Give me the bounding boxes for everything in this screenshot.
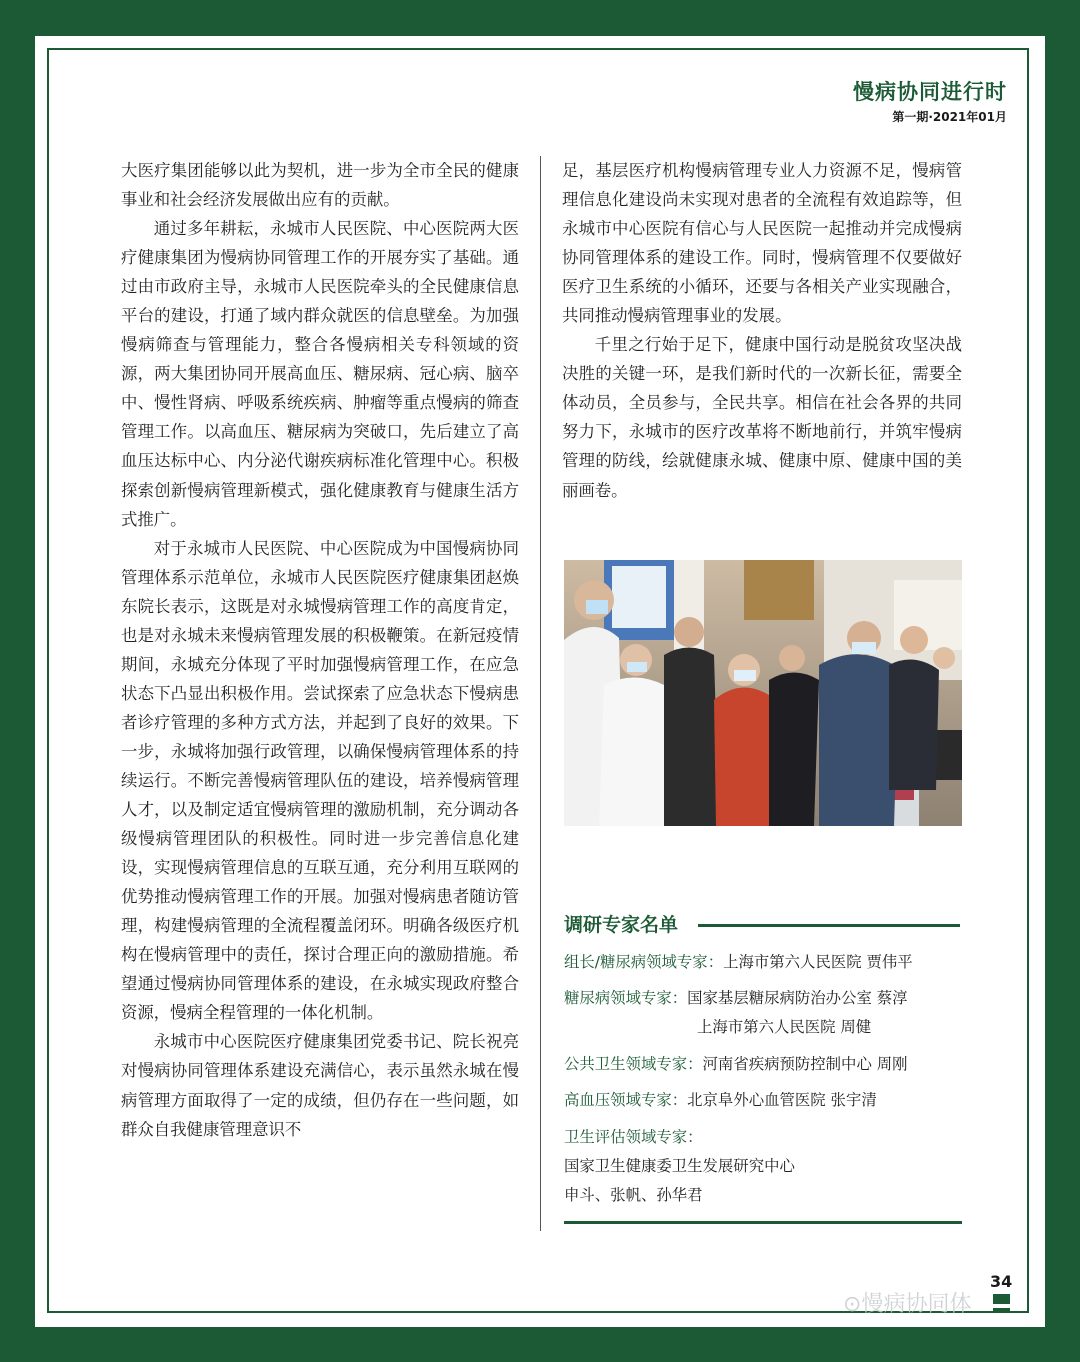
paragraph: 千里之行始于足下，健康中国行动是脱贫攻坚决战决胜的关键一环，是我们新时代的一次新长征，需要全体动员，全员参与，全民共享。相信在社会各界的共同努力下，永城市的医疗改革将不断地前行，并筑牢慢病管理的防线，绘就健康永城、健康中原、健康中国的美丽画卷。	[562, 335, 962, 500]
right-column	[562, 156, 962, 505]
expert-role: 糖尿病领域专家：	[564, 989, 688, 1007]
expert-name: 上海市第六人民医院 贾伟平	[723, 953, 913, 971]
issue-label: 第一期·2021年01月	[892, 110, 1007, 124]
expert-name: 国家基层糖尿病防治办公室 蔡淳	[687, 989, 908, 1007]
page-marker	[993, 1294, 1010, 1304]
section-title: 慢病协同进行时	[853, 80, 1007, 104]
paragraph: 通过多年耕耘，永城市人民医院、中心医院两大医疗健康集团为慢病协同管理工作的开展夯实了基础。通过由市政府主导，永城市人民医院牵头的全民健康信息平台的建设，打通了域内群众就医的信息壁垒。为加强慢病筛查与管理能力，整合各慢病相关专科领域的资源，两大集团协同开展高血压、糖尿病、冠心病、脑卒中、慢性肾病、呼吸系统疾病、肿瘤等重点慢病的筛查管理工作。以高血压、糖尿病为突破口，先后建立了高血压达标中心、内分泌代谢疾病标准化管理中心。积极探索创新慢病管理新模式，强化健康教育与健康生活方式推广。	[121, 219, 519, 529]
expert-name: 上海市第六人民医院 周健	[697, 1018, 872, 1036]
expert-row	[564, 1183, 703, 1205]
expert-role: 卫生评估领域专家：	[564, 1128, 703, 1146]
expert-role: 组长/糖尿病领域专家：	[564, 953, 724, 971]
paragraph: 大医疗集团能够以此为契机，进一步为全市全民的健康事业和社会经济发展做出应有的贡献。	[121, 161, 519, 210]
expert-name: 河南省疾病预防控制中心 周刚	[702, 1055, 908, 1073]
expert-row	[564, 1125, 703, 1147]
expert-row	[697, 1015, 871, 1037]
expert-row	[564, 1088, 877, 1110]
paragraph: 永城市中心医院医疗健康集团党委书记、院长祝亮对慢病协同管理体系建设充满信心，表示虽然永城在慢病管理方面取得了一定的成绩，但仍存在一些问题，如群众自我健康管理意识不	[121, 1032, 519, 1139]
wechat-icon: ⊙	[843, 1292, 862, 1317]
expert-row	[564, 1154, 795, 1176]
magazine-page	[35, 36, 1045, 1327]
expert-row	[564, 950, 913, 972]
event-photo	[564, 560, 962, 826]
page-marker	[993, 1308, 1010, 1313]
heading-rule	[698, 924, 960, 927]
paragraph: 足，基层医疗机构慢病管理专业人力资源不足，慢病管理信息化建设尚未实现对患者的全流程有效追踪等，但永城市中心医院有信心与人民医院一起推动并完成慢病协同管理体系的建设工作。同时，慢病管理不仅要做好医疗卫生系统的小循环，还要与各相关产业实现融合，共同推动慢病管理事业的发展。	[562, 161, 962, 326]
wechat-watermark	[843, 1287, 971, 1318]
list-bottom-rule	[564, 1221, 962, 1224]
expert-role: 高血压领域专家：	[564, 1091, 688, 1109]
paragraph: 对于永城市人民医院、中心医院成为中国慢病协同管理体系示范单位，永城市人民医院医疗健康集团赵焕东院长表示，这既是对永城慢病管理工作的高度肯定，也是对永城未来慢病管理发展的积极鞭策。在新冠疫情期间，永城充分体现了平时加强慢病管理工作，在应急状态下凸显出积极作用。尝试探索了应急状态下慢病患者诊疗管理的多种方式方法，并起到了良好的效果。下一步，永城将加强行政管理，以确保慢病管理体系的持续运行。不断完善慢病管理队伍的建设，培养慢病管理人才，以及制定适宜慢病管理的激励机制，充分调动各级慢病管理团队的积极性。同时进一步完善信息化建设，实现慢病管理信息的互联互通，充分利用互联网的优势推动慢病管理工作的开展。加强对慢病患者随访管理，构建慢病管理的全流程覆盖闭环。明确各级医疗机构在慢病管理中的责任，探讨合理正向的激励措施。希望通过慢病协同管理体系的建设，在永城实现政府整合资源，慢病全程管理的一体化机制。	[121, 538, 519, 1023]
expert-role: 公共卫生领域专家：	[564, 1055, 703, 1073]
left-column	[121, 156, 519, 1144]
expert-name: 申斗、张帆、孙华君	[564, 1186, 703, 1204]
watermark-text: 慢病协同体	[861, 1292, 972, 1317]
page-number: 34	[990, 1272, 1013, 1291]
experts-heading: 调研专家名单	[564, 914, 679, 936]
column-divider	[540, 156, 541, 1231]
expert-row	[564, 1052, 908, 1074]
expert-name: 北京阜外心血管医院 张宇清	[687, 1091, 877, 1109]
photo-illustration	[564, 560, 962, 826]
expert-name: 国家卫生健康委卫生发展研究中心	[564, 1157, 795, 1175]
expert-row	[564, 986, 908, 1008]
